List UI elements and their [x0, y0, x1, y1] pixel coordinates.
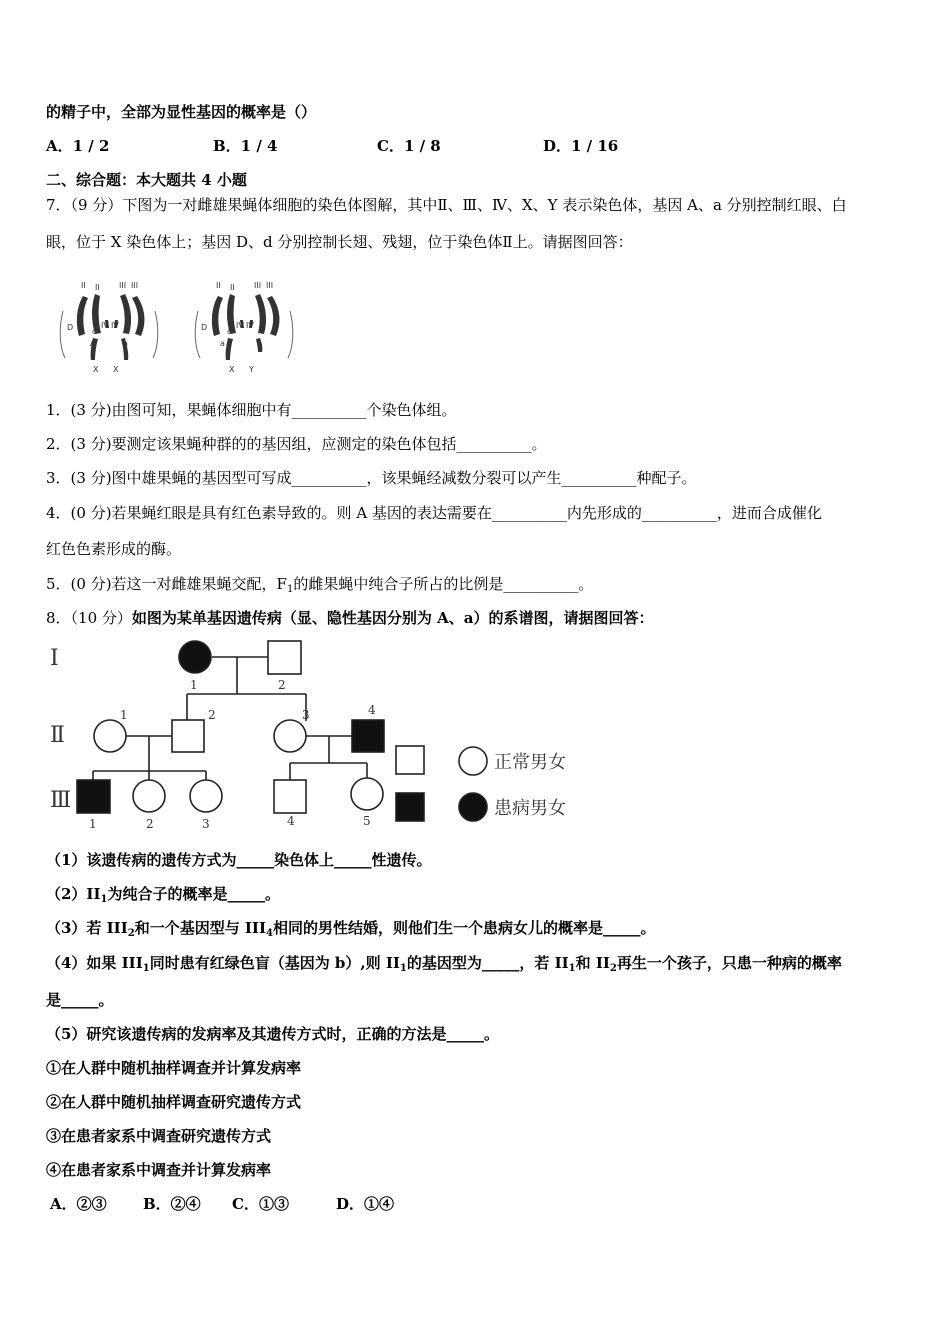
q8-part4-line1: （4）如果 $III_1$同时患有红绿色盲（基因为 b）,则 $II_1$的基因型为_____，若 $II_1$和 $II_2$再生一个孩子，只患一种病的概率	[46, 954, 842, 974]
q7-sub3: 3．(3 分)图中雄果蝇的基因型可写成__________，该果蝇经减数分裂可以产生__________种配子。	[46, 469, 697, 487]
q8-option-c: C．①③	[232, 1195, 289, 1213]
q7-sub4-line1: 4．(0 分)若果蝇红眼是具有红色素导致的。则 A 基因的表达需要在__________内先形成的__________，进而合成催化	[46, 504, 822, 522]
q6-option-a: A．1 / 2	[46, 137, 110, 155]
gen2-num-3: 3	[302, 708, 310, 722]
gen2-3-normal-female	[274, 720, 306, 752]
gen-label-2: Ⅱ	[50, 723, 65, 748]
legend-normal-male	[396, 746, 424, 774]
q8-choice-3: ③在患者家系中调查研究遗传方式	[46, 1127, 272, 1145]
female-roman-ii: II	[81, 281, 86, 290]
female-gene-d: D	[67, 323, 74, 332]
section2-title: 二、综合题：本大题共 4 小题	[46, 171, 247, 189]
legend-normal-female	[459, 747, 487, 775]
male-sex-x: X	[229, 365, 235, 374]
q6-stem-tail: 的精子中，全部为显性基因的概率是（）	[46, 103, 317, 121]
q7-sub5: 5．(0 分)若这一对雌雄果蝇交配，$F_1$的雌果蝇中纯合子所占的比例是__________。	[46, 575, 594, 595]
q8-option-d: D．①④	[336, 1195, 395, 1213]
q8-stem: 8．（10 分）如图为某单基因遗传病（显、隐性基因分别为 A、a）的系谱图，请据图回答：	[46, 609, 654, 627]
q8-choice-1: ①在人群中随机抽样调查并计算发病率	[46, 1059, 302, 1077]
legend-affected-female	[459, 793, 487, 821]
male-roman-iii-b: III	[266, 281, 274, 290]
q8-part3: （3）若 $III_2$和一个基因型与 $III_4$相同的男性结婚，则他们生一个患病女儿的概率是_____。	[46, 919, 656, 939]
gen2-num-4: 4	[368, 703, 376, 717]
legend-normal-label: 正常男女	[494, 752, 566, 773]
gen1-num-2: 2	[278, 678, 286, 692]
gen1-num-1: 1	[190, 678, 198, 692]
q7-sub1: 1．(3 分)由图可知，果蝇体细胞中有__________个染色体组。	[46, 401, 457, 419]
q6-option-b: B．1 / 4	[213, 137, 278, 155]
male-roman-ii-b: II	[230, 283, 235, 292]
male-gene-d-small: d	[227, 327, 233, 336]
female-roman-iv-b: IV	[111, 321, 119, 330]
q8-choice-2: ②在人群中随机抽样调查研究遗传方式	[46, 1093, 302, 1111]
gen2-2-normal-male	[172, 720, 204, 752]
q7-sub2: 2．(3 分)要测定该果蝇种群的的基因组，应测定的染色体包括__________。	[46, 435, 547, 453]
female-roman-iv: IV	[101, 321, 109, 330]
q8-part5: （5）研究该遗传病的发病率及其遗传方式时，正确的方法是_____。	[46, 1025, 499, 1043]
q7-stem-line2: 眼，位于 X 染色体上；基因 D、d 分别控制长翅、残翅，位于染色体Ⅱ上。请据图回答：	[46, 233, 633, 251]
gen2-num-1: 1	[120, 708, 128, 722]
legend-affected-label: 患病男女	[494, 798, 566, 819]
gen3-num-1: 1	[89, 817, 97, 831]
gen3-num-2: 2	[146, 817, 154, 831]
gen3-5-normal-female	[351, 778, 383, 810]
female-sex-x2: X	[113, 365, 119, 374]
male-gene-a-small: a	[220, 339, 225, 348]
gen2-1-normal-female	[94, 720, 126, 752]
q7-sub4-line2: 红色色素形成的酶。	[46, 540, 182, 558]
female-roman-iii-b: III	[131, 281, 139, 290]
gen2-num-2: 2	[208, 708, 216, 722]
male-roman-iii: III	[254, 281, 262, 290]
gen3-1-affected-male	[77, 780, 110, 813]
q8-option-b: B．②④	[143, 1195, 201, 1213]
q6-option-d: D．1 / 16	[543, 137, 619, 155]
female-gene-a-small: a	[123, 339, 128, 348]
female-roman-iii: III	[119, 281, 127, 290]
gen3-2-normal-female	[133, 780, 165, 812]
male-roman-iv-b: IV	[246, 321, 254, 330]
gen-label-3: Ⅲ	[50, 788, 72, 813]
female-gene-a: A	[90, 339, 96, 348]
male-sex-y: Y	[249, 365, 254, 374]
chromosome-figure	[55, 276, 315, 376]
q6-option-c: C．1 / 8	[377, 137, 441, 155]
gen1-normal-male	[268, 641, 301, 674]
gen3-num-4: 4	[287, 814, 295, 828]
pedigree-chart	[46, 635, 586, 835]
q7-stem-line1: 7．（9 分）下图为一对雌雄果蝇体细胞的染色体图解，其中Ⅱ、Ⅲ、Ⅳ、X、Y 表示染色体，基因 A、a 分别控制红眼、白	[46, 196, 847, 214]
male-roman-ii: II	[216, 281, 221, 290]
gen3-num-3: 3	[202, 817, 210, 831]
female-roman-ii-b: II	[95, 283, 100, 292]
male-gene-d: D	[201, 323, 208, 332]
q8-choice-4: ④在患者家系中调查并计算发病率	[46, 1161, 272, 1179]
gen3-4-normal-male	[274, 780, 306, 813]
gen-label-1: Ⅰ	[50, 646, 59, 671]
legend-affected-male	[396, 793, 424, 821]
female-sex-x1: X	[93, 365, 99, 374]
gen3-3-normal-female	[190, 780, 222, 812]
female-gene-d-small: d	[92, 327, 98, 336]
gen3-num-5: 5	[363, 814, 371, 828]
q8-part1: （1）该遗传病的遗传方式为_____染色体上_____性遗传。	[46, 851, 432, 869]
male-roman-iv: IV	[236, 321, 244, 330]
q8-part2: $(2)II_1$为纯合子的概率是_____。	[46, 885, 280, 905]
q8-option-a: A．②③	[50, 1195, 107, 1213]
gen2-4-affected-male	[352, 720, 384, 752]
gen1-affected-female	[179, 641, 211, 673]
q8-part4-line2: 是_____。	[46, 991, 114, 1009]
